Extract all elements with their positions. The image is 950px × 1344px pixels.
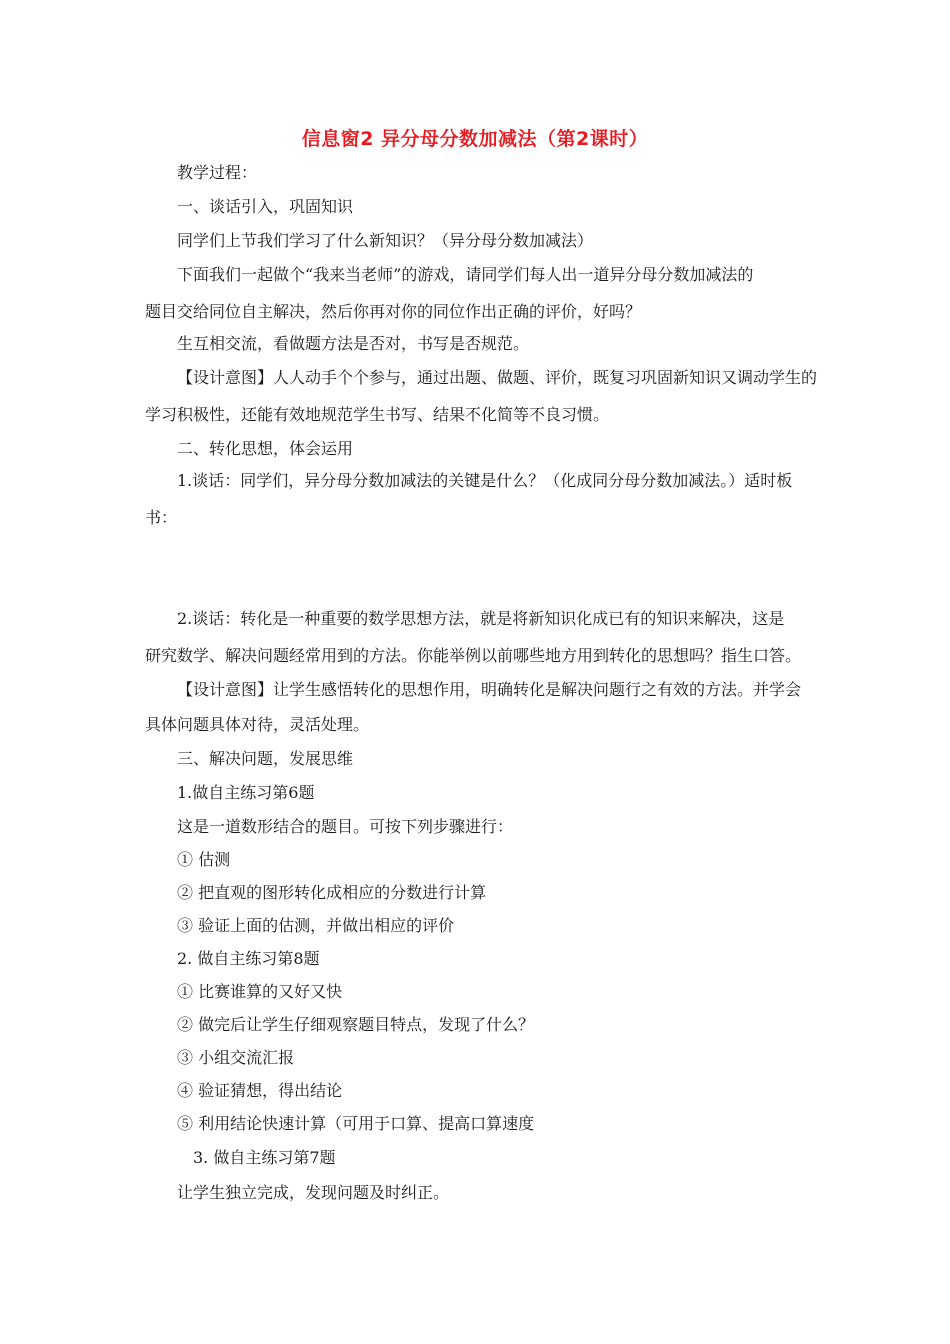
section-heading: 一、谈话引入，巩固知识 [177,197,354,216]
text-line: 2.谈话：转化是一种重要的数学思想方法，就是将新知识化成已有的知识来解决，这是 [177,609,785,628]
list-item: ① 估测 [177,850,231,869]
text-line: 2. 做自主练习第8题 [177,949,320,968]
text-line: 3. 做自主练习第7题 [193,1148,336,1167]
text-line: 题目交给同位自主解决，然后你再对你的同位作出正确的评价，好吗？ [145,302,642,321]
text-line: 让学生独立完成，发现问题及时纠正。 [177,1183,450,1202]
list-item: ③ 验证上面的估测，并做出相应的评价 [177,916,455,935]
text-line: 具体问题具体对待，灵活处理。 [145,715,370,734]
text-line: 这是一道数形结合的题目。可按下列步骤进行： [177,817,514,836]
list-item: ② 做完后让学生仔细观察题目特点，发现了什么？ [177,1015,535,1034]
text-line: 学习积极性，还能有效地规范学生书写、结果不化简等不良习惯。 [145,405,610,424]
section-heading: 三、解决问题，发展思维 [177,749,354,768]
document-title: 信息窗2 异分母分数加减法（第2课时） [301,128,649,150]
text-line: 教学过程： [177,163,258,182]
text-line: 下面我们一起做个“我来当老师”的游戏，请同学们每人出一道异分母分数加减法的 [177,265,754,284]
text-line: 同学们上节我们学习了什么新知识？（异分母分数加减法） [177,231,594,250]
section-heading: 二、转化思想，体会运用 [177,439,354,458]
design-intent-line: 【设计意图】人人动手个个参与，通过出题、做题、评价，既复习巩固新知识又调动学生的 [177,368,818,387]
text-line: 研究数学、解决问题经常用到的方法。你能举例以前哪些地方用到转化的思想吗？指生口答。 [145,646,802,665]
list-item: ⑤ 利用结论快速计算（可用于口算、提高口算速度 [177,1114,535,1133]
list-item: ④ 验证猜想，得出结论 [177,1081,343,1100]
design-intent-line: 【设计意图】让学生感悟转化的思想作用，明确转化是解决问题行之有效的方法。并学会 [177,680,802,699]
list-item: ② 把直观的图形转化成相应的分数进行计算 [177,883,487,902]
text-line: 1.谈话：同学们，异分母分数加减法的关键是什么？（化成同分母分数加减法。）适时板 [177,471,793,490]
text-line: 1.做自主练习第6题 [177,783,315,802]
list-item: ③ 小组交流汇报 [177,1048,295,1067]
list-item: ① 比赛谁算的又好又快 [177,982,343,1001]
text-line: 书： [145,508,178,527]
text-line: 生互相交流，看做题方法是否对，书写是否规范。 [177,334,530,353]
